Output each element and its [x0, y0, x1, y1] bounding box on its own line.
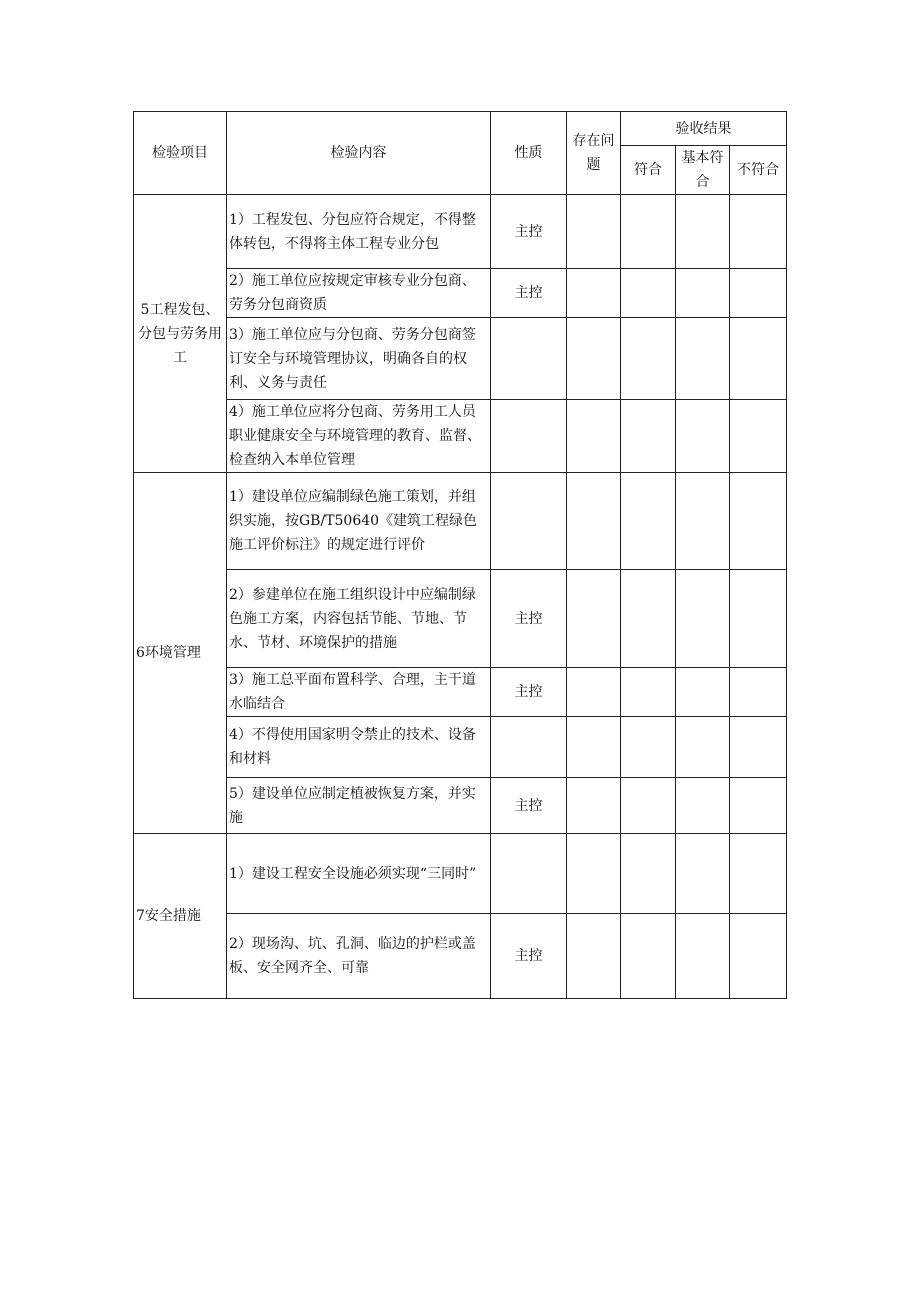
conform-cell: [621, 195, 676, 269]
item-content: 2）现场沟、坑、孔洞、临边的护栏或盖板、安全网齐全、可靠: [227, 914, 491, 999]
table-row: [134, 914, 787, 999]
nonconform-cell: [730, 914, 787, 999]
issues-cell: [567, 195, 621, 269]
header-nonconform: 不符合: [730, 146, 787, 195]
item-nature: 主控: [491, 195, 567, 269]
header-content: 检验内容: [227, 112, 491, 195]
issues-cell: [567, 914, 621, 999]
table-row: [134, 400, 787, 473]
table-row: [134, 570, 787, 668]
item-content: 5）建设单位应制定植被恢复方案，并实施: [227, 778, 491, 834]
nonconform-cell: [730, 400, 787, 473]
conform-cell: [621, 717, 676, 778]
header-item: 检验项目: [134, 112, 227, 195]
header-result: 验收结果: [621, 112, 787, 146]
item-nature: 主控: [491, 269, 567, 318]
item-nature: [491, 473, 567, 570]
nonconform-cell: [730, 668, 787, 717]
issues-cell: [567, 570, 621, 668]
item-content: 2）参建单位在施工组织设计中应编制绿色施工方案，内容包括节能、节地、节水、节材、环境保护的措施: [227, 570, 491, 668]
basic-conform-cell: [676, 570, 730, 668]
item-content: 4）不得使用国家明令禁止的技术、设备和材料: [227, 717, 491, 778]
issues-cell: [567, 717, 621, 778]
inspection-table: [133, 111, 787, 999]
table-row: [134, 668, 787, 717]
item-content: 2）施工单位应按规定审核专业分包商、劳务分包商资质: [227, 269, 491, 318]
basic-conform-cell: [676, 717, 730, 778]
conform-cell: [621, 318, 676, 400]
basic-conform-cell: [676, 195, 730, 269]
issues-cell: [567, 269, 621, 318]
nonconform-cell: [730, 778, 787, 834]
conform-cell: [621, 834, 676, 914]
basic-conform-cell: [676, 668, 730, 717]
section-title: 5工程发包、分包与劳务用工: [134, 195, 227, 473]
header-conform: 符合: [621, 146, 676, 195]
table-row: [134, 473, 787, 570]
conform-cell: [621, 914, 676, 999]
nonconform-cell: [730, 269, 787, 318]
item-nature: 主控: [491, 570, 567, 668]
item-nature: 主控: [491, 668, 567, 717]
table-row: [134, 195, 787, 269]
header-nature: 性质: [491, 112, 567, 195]
nonconform-cell: [730, 473, 787, 570]
item-nature: 主控: [491, 778, 567, 834]
header-issues: 存在问题: [567, 112, 621, 195]
basic-conform-cell: [676, 400, 730, 473]
conform-cell: [621, 668, 676, 717]
section-title: 6环境管理: [134, 473, 227, 834]
nonconform-cell: [730, 570, 787, 668]
conform-cell: [621, 778, 676, 834]
header-basic-conform: 基本符合: [676, 146, 730, 195]
nonconform-cell: [730, 318, 787, 400]
table-row: [134, 834, 787, 914]
issues-cell: [567, 473, 621, 570]
basic-conform-cell: [676, 473, 730, 570]
conform-cell: [621, 570, 676, 668]
basic-conform-cell: [676, 269, 730, 318]
issues-cell: [567, 318, 621, 400]
item-content: 1）工程发包、分包应符合规定，不得整体转包，不得将主体工程专业分包: [227, 195, 491, 269]
table-row: [134, 717, 787, 778]
section-title: 7安全措施: [134, 834, 227, 999]
item-content: 3）施工单位应与分包商、劳务分包商签订安全与环境管理协议，明确各自的权利、义务与责任: [227, 318, 491, 400]
item-nature: [491, 717, 567, 778]
conform-cell: [621, 473, 676, 570]
nonconform-cell: [730, 195, 787, 269]
item-nature: 主控: [491, 914, 567, 999]
item-nature: [491, 834, 567, 914]
issues-cell: [567, 778, 621, 834]
basic-conform-cell: [676, 778, 730, 834]
item-content: 3）施工总平面布置科学、合理，主干道水临结合: [227, 668, 491, 717]
conform-cell: [621, 400, 676, 473]
item-content: 1）建设单位应编制绿色施工策划，并组织实施，按GB/T50640《建筑工程绿色施工评价标注》的规定进行评价: [227, 473, 491, 570]
conform-cell: [621, 269, 676, 318]
item-nature: [491, 400, 567, 473]
nonconform-cell: [730, 834, 787, 914]
basic-conform-cell: [676, 318, 730, 400]
basic-conform-cell: [676, 834, 730, 914]
nonconform-cell: [730, 717, 787, 778]
item-content: 1）建设工程安全设施必须实现“三同时”: [227, 834, 491, 914]
issues-cell: [567, 400, 621, 473]
issues-cell: [567, 834, 621, 914]
table-row: [134, 778, 787, 834]
item-content: 4）施工单位应将分包商、劳务用工人员职业健康安全与环境管理的教育、监督、检查纳入本单位管理: [227, 400, 491, 473]
table-row: [134, 318, 787, 400]
issues-cell: [567, 668, 621, 717]
item-nature: [491, 318, 567, 400]
basic-conform-cell: [676, 914, 730, 999]
table-row: [134, 269, 787, 318]
